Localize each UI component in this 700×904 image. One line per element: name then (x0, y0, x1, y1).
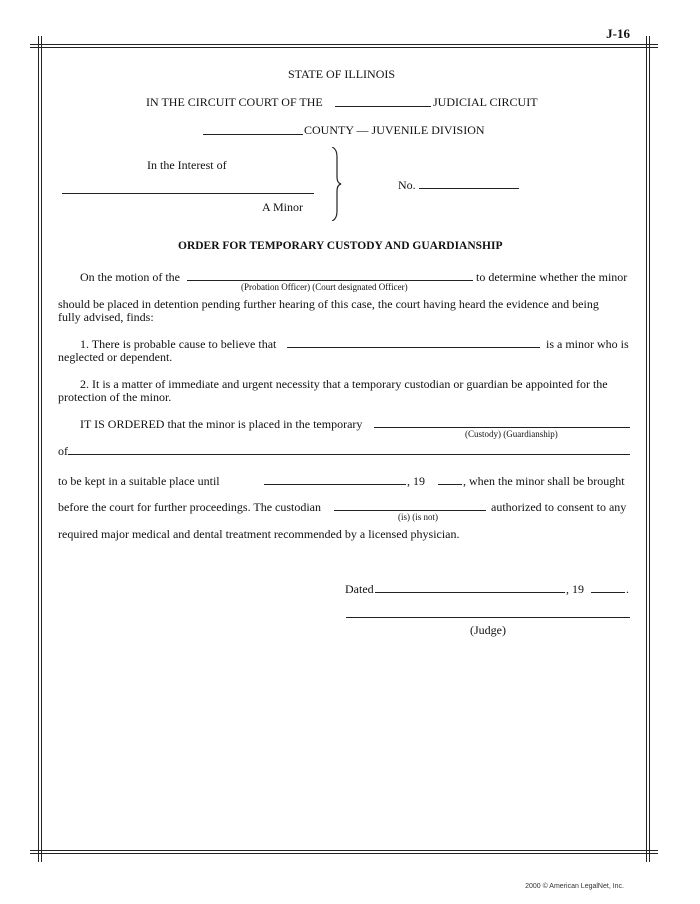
border-right-outer (649, 36, 650, 862)
court-suffix: JUDICIAL CIRCUIT (433, 95, 538, 109)
kept-year-label: , 19 (407, 474, 425, 488)
court-prefix: IN THE CIRCUIT COURT OF THE (146, 95, 323, 109)
state-heading: STATE OF ILLINOIS (288, 67, 396, 81)
dated-label: Dated (345, 582, 374, 596)
border-left-outer (38, 36, 39, 862)
kept-prefix: to be kept in a suitable place until (58, 474, 220, 488)
finding-1-suffix: is a minor who is (546, 337, 629, 351)
custody-type-field[interactable] (374, 427, 630, 428)
minor-name-field[interactable] (62, 193, 314, 194)
interest-of-label: In the Interest of (147, 158, 227, 172)
authorization-hint: (is) (is not) (398, 512, 438, 522)
finding-1-prefix: 1. There is probable cause to believe that (80, 337, 277, 351)
custodian-field[interactable] (68, 454, 630, 455)
judge-signature-line[interactable] (346, 617, 630, 618)
para-line-2: should be placed in detention pending further hearing of this case, the court having heard the evidence and being (58, 297, 599, 311)
border-top-outer (30, 44, 658, 45)
circuit-number-field[interactable] (335, 106, 431, 107)
para-line-3: fully advised, finds: (58, 310, 154, 324)
minor-label: A Minor (262, 200, 304, 214)
dated-year-label: , 19 (566, 582, 584, 596)
county-name-field[interactable] (203, 134, 303, 135)
document-title: ORDER FOR TEMPORARY CUSTODY AND GUARDIANSHIP (178, 240, 503, 252)
case-number-label: No. (398, 178, 416, 192)
border-right-inner (646, 36, 647, 862)
border-bottom-inner (30, 850, 658, 851)
finding-1-line-2: neglected or dependent. (58, 350, 173, 364)
authorization-field[interactable] (334, 510, 486, 511)
finding-2-line-1: 2. It is a matter of immediate and urgent necessity that a temporary custodian or guardian be appointed for the (80, 377, 608, 391)
dated-field[interactable] (375, 592, 565, 593)
of-label: of (58, 444, 68, 458)
county-division: COUNTY — JUVENILE DIVISION (304, 123, 485, 137)
ordered-prefix: IT IS ORDERED that the minor is placed in the temporary (80, 417, 363, 431)
before-prefix: before the court for further proceedings. The custodian (58, 500, 322, 514)
dated-year-field[interactable] (591, 592, 625, 593)
dated-period: . (626, 582, 629, 596)
caption-brace (330, 147, 342, 221)
border-left-inner (41, 36, 42, 862)
custody-type-hint: (Custody) (Guardianship) (465, 429, 558, 439)
required-treatment: required major medical and dental treatment recommended by a licensed physician. (58, 527, 460, 541)
motion-suffix: to determine whether the minor (476, 270, 628, 284)
motion-officer-hint: (Probation Officer) (Court designated Officer) (241, 282, 408, 292)
kept-date-field[interactable] (264, 484, 406, 485)
finding-1-minor-field[interactable] (287, 347, 540, 348)
judge-label: (Judge) (470, 623, 506, 637)
copyright-footer: 2000 © American LegalNet, Inc. (525, 883, 624, 890)
motion-prefix: On the motion of the (80, 270, 180, 284)
case-number-field[interactable] (419, 188, 519, 189)
form-id: J-16 (606, 26, 630, 41)
kept-suffix: , when the minor shall be brought (463, 474, 625, 488)
finding-2-line-2: protection of the minor. (58, 390, 172, 404)
motion-officer-field[interactable] (187, 280, 473, 281)
kept-year-field[interactable] (438, 484, 462, 485)
before-suffix: authorized to consent to any (491, 500, 627, 514)
border-top-inner (30, 47, 658, 48)
border-bottom-outer (30, 853, 658, 854)
